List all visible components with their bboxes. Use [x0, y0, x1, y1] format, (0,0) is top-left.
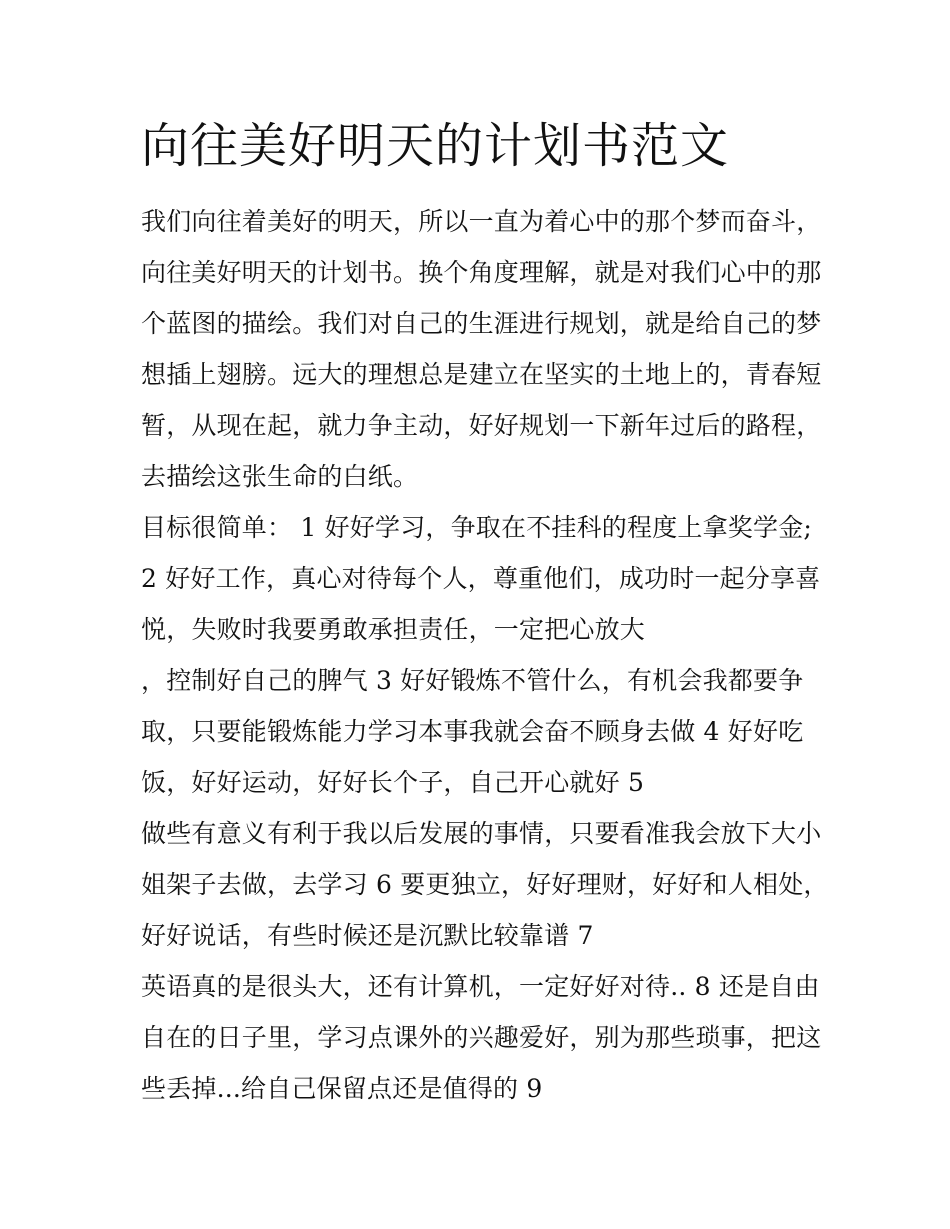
- body-line: 些丢掉...给自己保留点还是值得的 9: [141, 1074, 543, 1103]
- body-line: 暂，从现在起，就力争主动，好好规划一下新年过后的路程，: [141, 411, 822, 440]
- body-line: ，控制好自己的脾气 3 好好锻炼不管什么，有机会我都要争: [141, 666, 804, 695]
- page-title: 向往美好明天的计划书范文: [141, 118, 730, 174]
- body-line: 去描绘这张生命的白纸。: [141, 462, 419, 491]
- body-line: 英语真的是很头大，还有计算机，一定好好对待.. 8 还是自由: [141, 972, 820, 1001]
- body-line: 目标很简单： 1 好好学习，争取在不挂科的程度上拿奖学金;: [141, 513, 813, 542]
- body-line: 向往美好明天的计划书。换个角度理解，就是对我们心中的那: [141, 258, 822, 287]
- body-line: 悦，失败时我要勇敢承担责任，一定把心放大: [141, 615, 646, 644]
- body-line: 做些有意义有利于我以后发展的事情，只要看准我会放下大小: [141, 819, 822, 848]
- body-line: 取，只要能锻炼能力学习本事我就会奋不顾身去做 4 好好吃: [141, 717, 804, 746]
- body-line: 2 好好工作，真心对待每个人，尊重他们，成功时一起分享喜: [141, 564, 821, 593]
- body-line: 自在的日子里，学习点课外的兴趣爱好，别为那些琐事，把这: [141, 1023, 822, 1052]
- body-line: 饭，好好运动，好好长个子，自己开心就好 5: [141, 768, 645, 797]
- body-line: 好好说话，有些时候还是沉默比较靠谱 7: [141, 921, 594, 950]
- body-line: 我们向往着美好的明天，所以一直为着心中的那个梦而奋斗，: [141, 207, 822, 236]
- body-line: 姐架子去做，去学习 6 要更独立，好好理财，好好和人相处，: [141, 870, 829, 899]
- body-line: 个蓝图的描绘。我们对自己的生涯进行规划，就是给自己的梦: [141, 309, 822, 338]
- body-line: 想插上翅膀。远大的理想总是建立在坚实的土地上的，青春短: [141, 360, 822, 389]
